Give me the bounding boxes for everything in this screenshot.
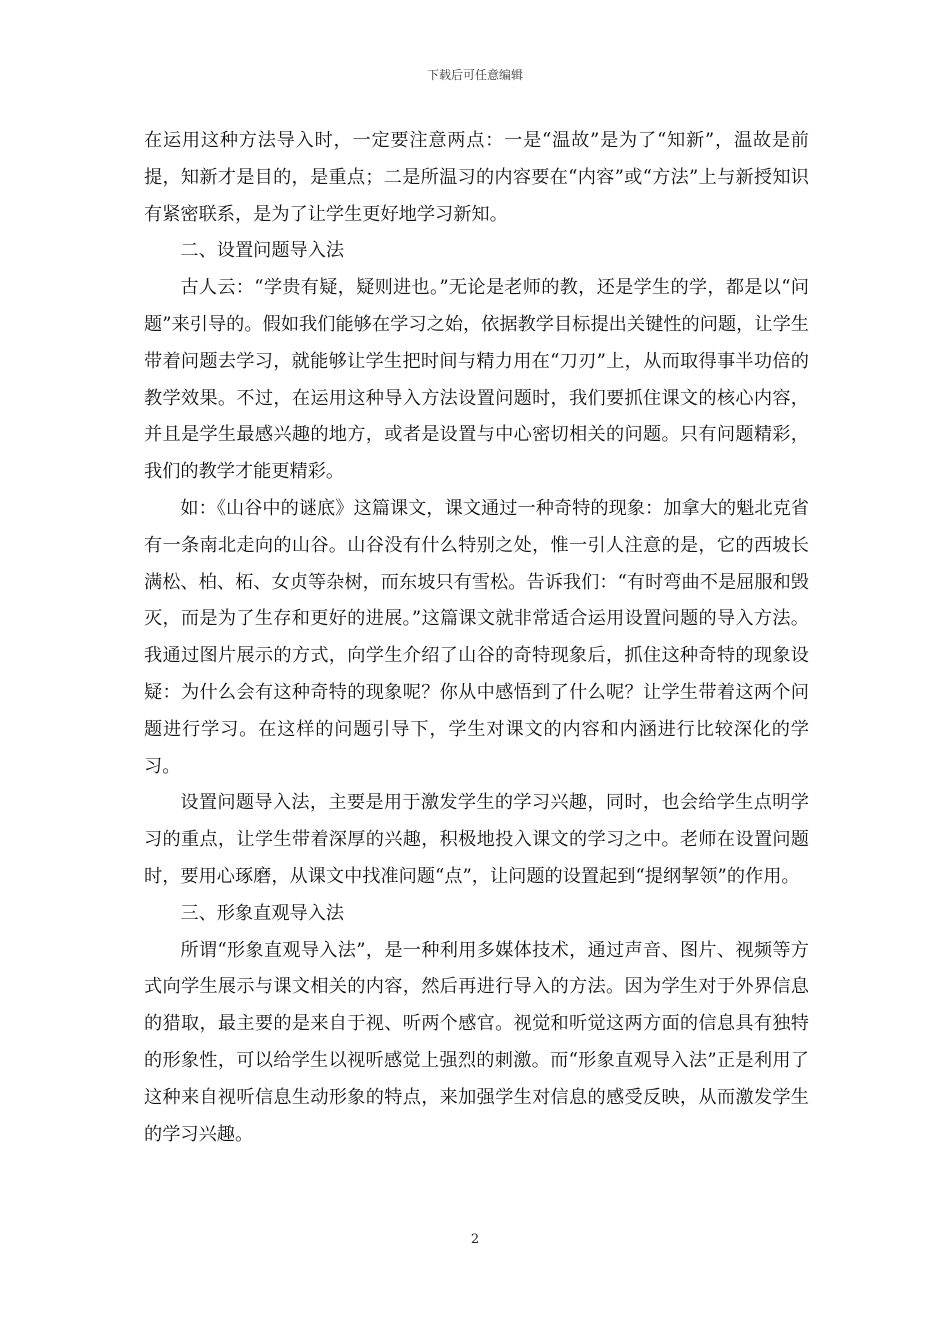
document-body xyxy=(144,123,809,1153)
section-heading-question-method: 二、设置问题导入法 xyxy=(180,240,345,262)
paragraph-question-method-example: 如：《山谷中的谜底》这篇课文，课文通过一种奇特的现象：加拿大的魁北克省有一条南北走向的山谷。山谷没有什么特别之处，惟一引人注意的是，它的西坡长满松、柏、柘、女贞等杂树，而东坡只有雪松。告诉我们：“有时弯曲不是屈服和毁灭，而是为了生存和更好的进展。”这篇课文就非常适合运用设置问题的导入方法。我通过图片展示的方式，向学生介绍了山谷的奇特现象后，抓住这种奇特的现象设疑：为什么会有这种奇特的现象呢？你从中感悟到了什么呢？让学生带着这两个问题进行学习。在这样的问题引导下，学生对课文的内容和内涵进行比较深化的学习。 xyxy=(144,497,809,777)
paragraph-question-method-summary: 设置问题导入法，主要是用于激发学生的学习兴趣，同时，也会给学生点明学习的重点，让学生带着深厚的兴趣，积极地投入课文的学习之中。老师在设置问题时，要用心琢磨，从课文中找准问题“点”，让问题的设置起到“提纲挈领”的作用。 xyxy=(144,792,809,887)
paragraph-question-method-intro: 古人云：“学贵有疑，疑则进也。”无论是老师的教，还是学生的学，都是以“问题”来引导的。假如我们能够在学习之始，依据教学目标提出关键性的问题，让学生带着问题去学习，就能够让学生把时间与精力用在“刀刃”上，从而取得事半功倍的教学效果。不过，在运用这种导入方法设置问题时，我们要抓住课文的核心内容，并且是学生最感兴趣的地方，或者是设置与中心密切相关的问题。只有问题精彩，我们的教学才能更精彩。 xyxy=(144,277,809,483)
page-header: 下载后可任意编辑 xyxy=(426,68,523,82)
paragraph-review-method-notes: 在运用这种方法导入时，一定要注意两点：一是“温故”是为了“知新”，温故是前提，知新才是目的，是重点；二是所温习的内容要在“内容”或“方法”上与新授知识有紧密联系，是为了让学生更好地学习新知。 xyxy=(144,130,809,225)
paragraph-visual-method-intro: 所谓“形象直观导入法”，是一种利用多媒体技术，通过声音、图片、视频等方式向学生展示与课文相关的内容，然后再进行导入的方法。因为学生对于外界信息的猎取，最主要的是来自于视、听两个感官。视觉和听觉这两方面的信息具有独特的形象性，可以给学生以视听感觉上强烈的刺激。而“形象直观导入法”正是利用了这种来自视听信息生动形象的特点，来加强学生对信息的感受反映，从而激发学生的学习兴趣。 xyxy=(144,939,809,1145)
page-number: 2 xyxy=(470,1232,480,1247)
section-heading-visual-method: 三、形象直观导入法 xyxy=(180,902,345,924)
